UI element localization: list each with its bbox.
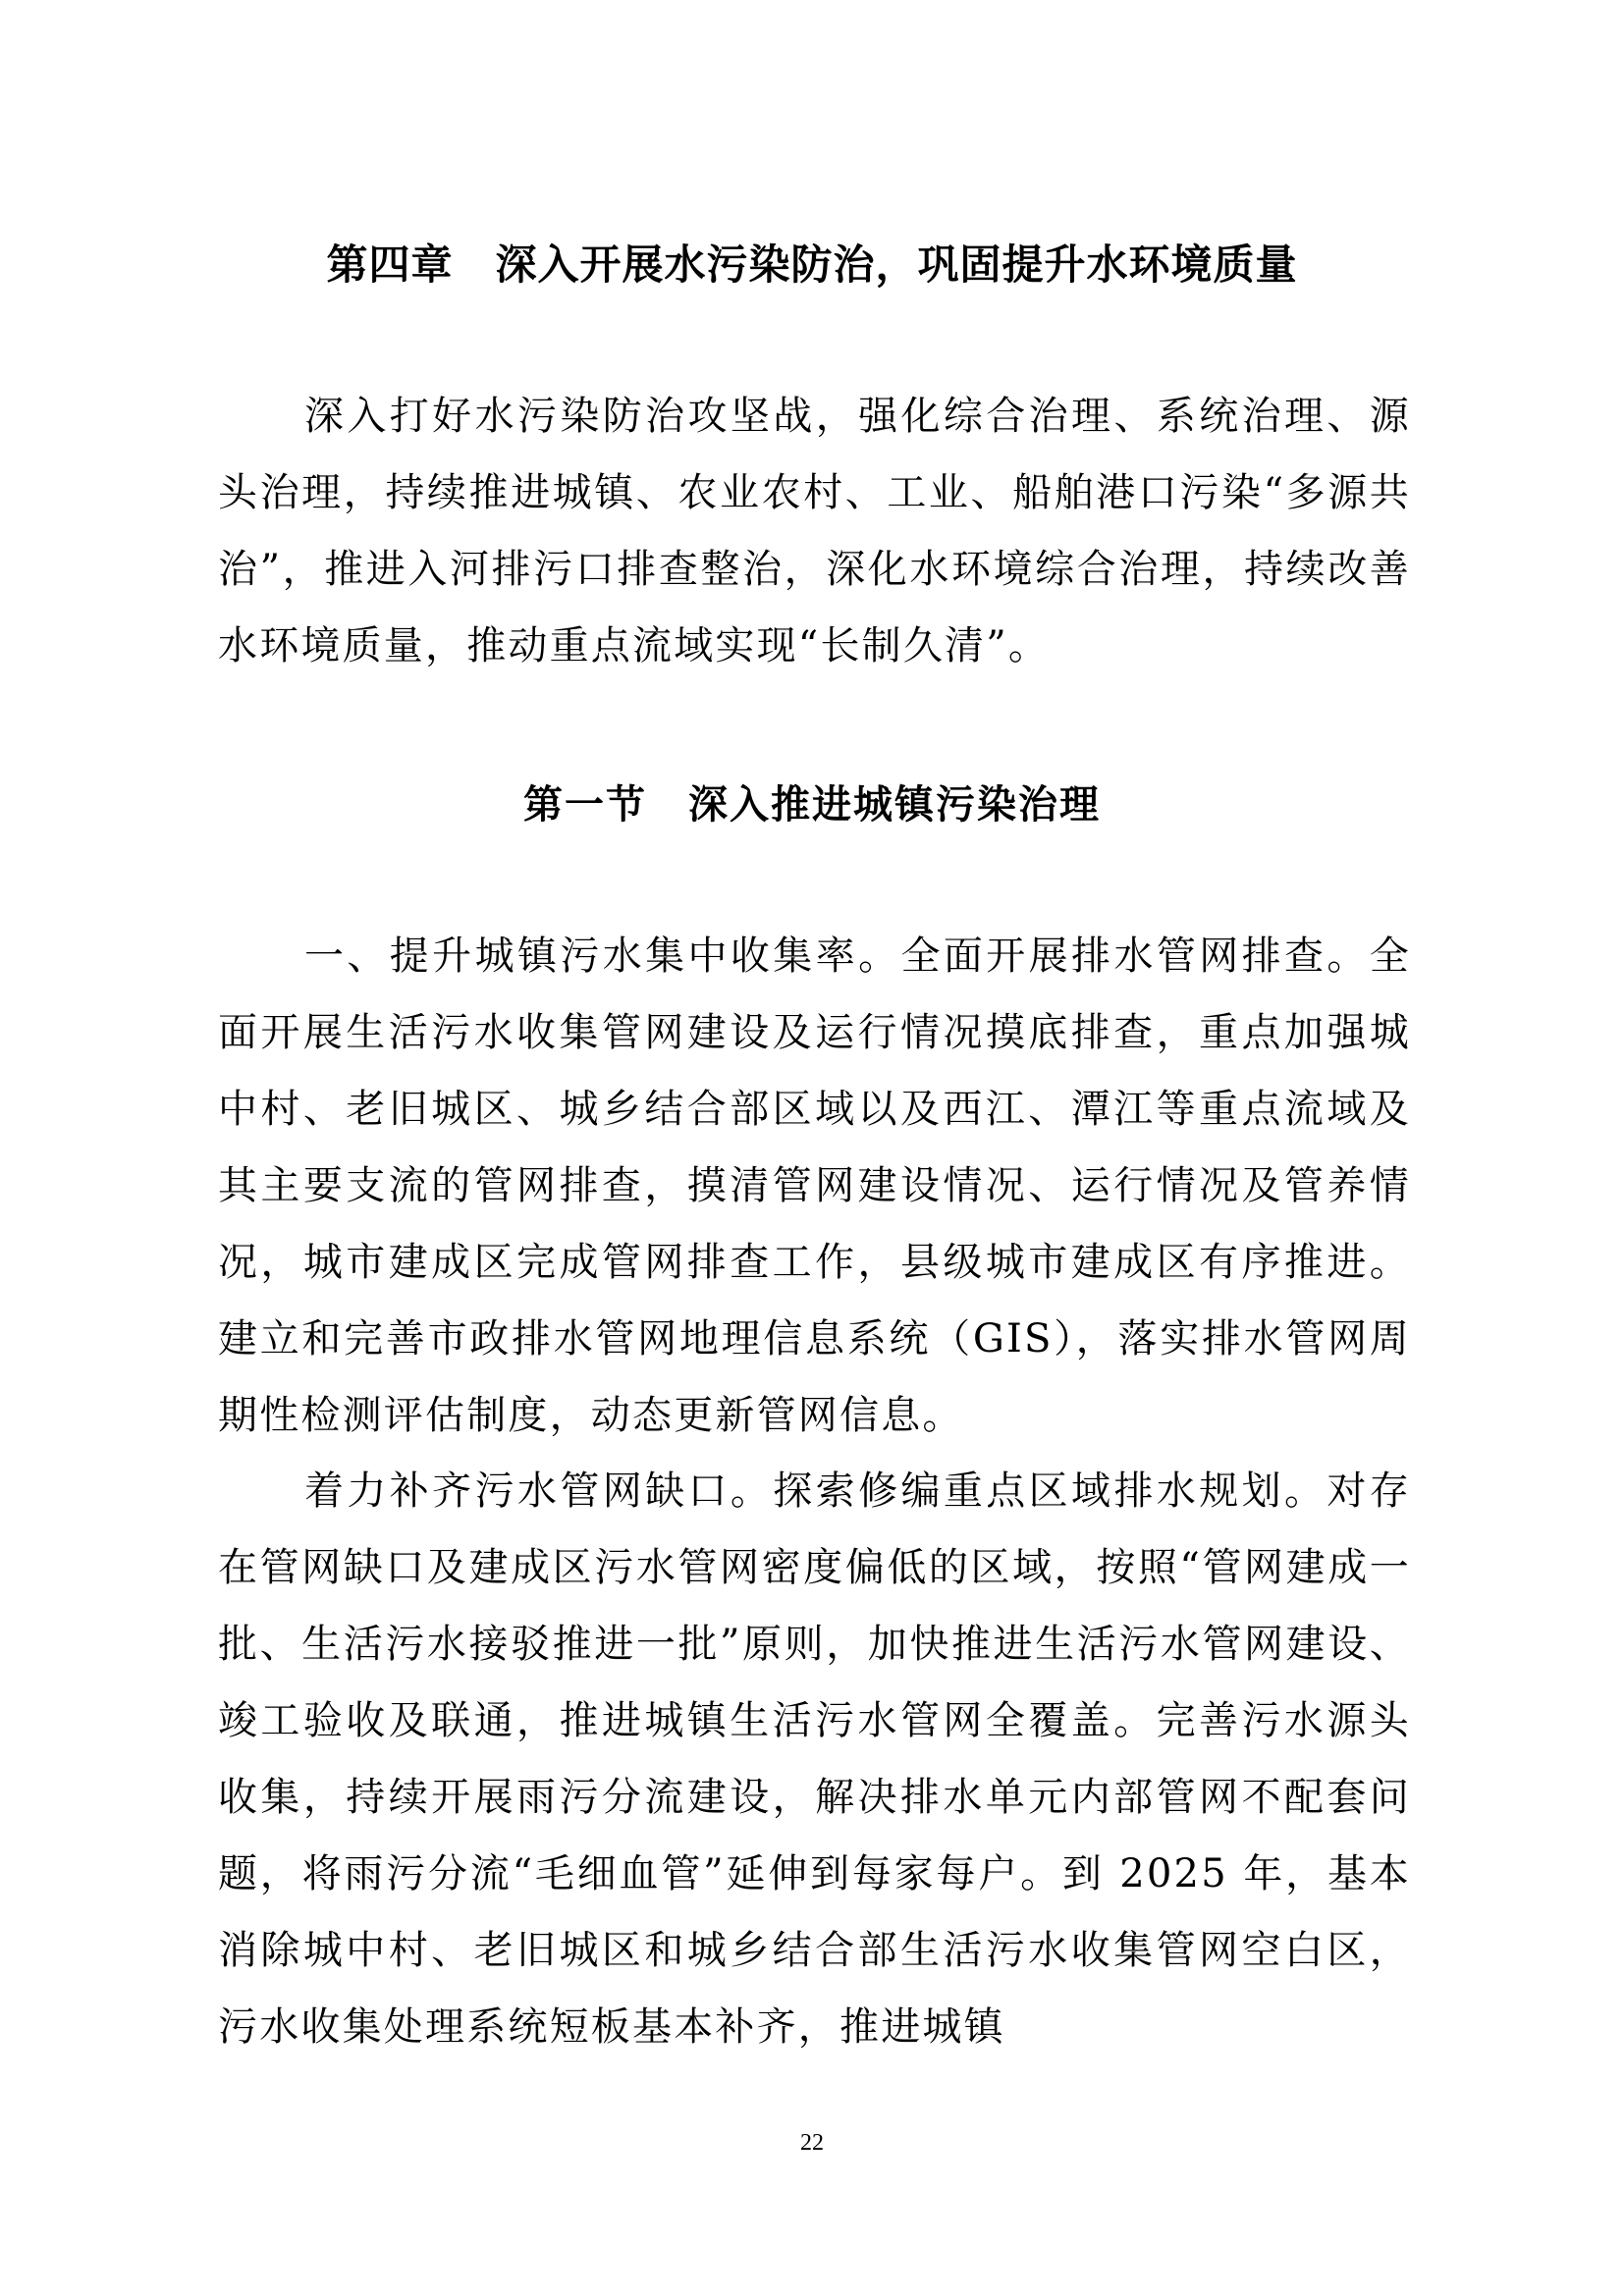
chapter-title: 第四章 深入开展水污染防治，巩固提升水环境质量 (326, 240, 1298, 289)
page-number: 22 (800, 2130, 824, 2156)
section-title: 第一节 深入推进城镇污染治理 (523, 781, 1101, 828)
body-paragraph-2: 着力补齐污水管网缺口。探索修编重点区域排水规划。对存在管网缺口及建成区污水管网密度偏低的区域，按照“管网建成一批、生活污水接驳推进一批”原则，加快推进生活污水管网建设、竣工验收及联通，推进城镇生活污水管网全覆盖。完善污水源头收集，持续开展雨污分流建设，解决排水单元内部管网不配套问题，将雨污分流“毛细血管”延伸到每家每户。到 2025 年，基本消除城中村、老旧城区和城乡结合部生活污水收集管网空白区，污水收集处理系统短板基本补齐，推进城镇 (218, 1468, 1411, 2050)
body-paragraph-1: 一、提升城镇污水集中收集率。全面开展排水管网排查。全面开展生活污水收集管网建设及运行情况摸底排查，重点加强城中村、老旧城区、城乡结合部区域以及西江、潭江等重点流域及其主要支流的管网排查，摸清管网建设情况、运行情况及管养情况，城市建成区完成管网排查工作，县级城市建成区有序推进。建立和完善市政排水管网地理信息系统（GIS），落实排水管网周期性检测评估制度，动态更新管网信息。 (218, 934, 1411, 1438)
intro-paragraph: 深入打好水污染防治攻坚战，强化综合治理、系统治理、源头治理，持续推进城镇、农业农村、工业、船舶港口污染“多源共治”，推进入河排污口排查整治，深化水环境综合治理，持续改善水环境质量，推动重点流域实现“长制久清”。 (218, 394, 1411, 668)
